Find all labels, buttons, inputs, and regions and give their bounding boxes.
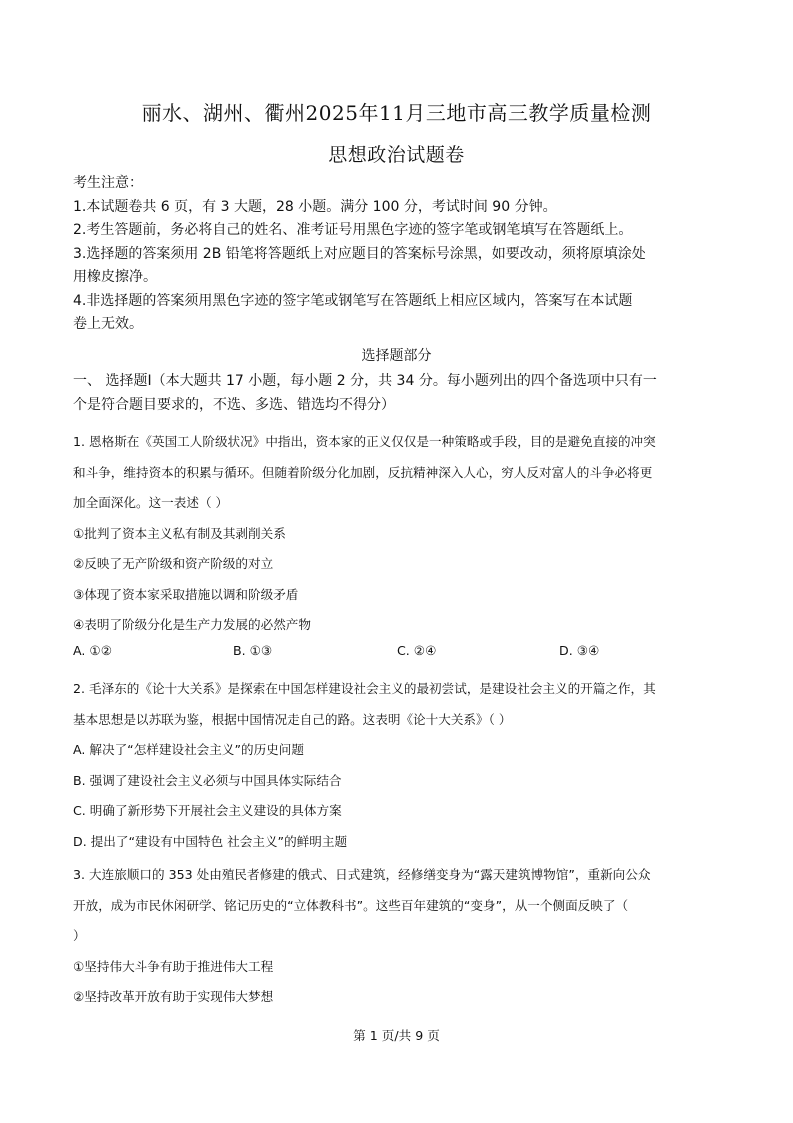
question-2	[73, 674, 733, 857]
section-description-line: 个是符合题目要求的，不选、多选、错选均不得分）	[73, 396, 395, 413]
question-2-option: C. 明确了新形势下开展社会主义建设的具体方案	[73, 803, 342, 818]
notice-block	[73, 172, 728, 337]
question-3-stem-line: 3. 大连旅顺口的 353 处由殖民者修建的俄式、日式建筑，经修缮变身为“露天建筑博物馆”，重新向公众	[73, 867, 651, 882]
option-a: A. ①②	[73, 643, 112, 658]
question-1-statement: ②反映了无产阶级和资产阶级的对立	[73, 556, 274, 571]
section-title: 选择题部分	[361, 348, 432, 364]
notice-line: 用橡皮擦净。	[73, 269, 157, 285]
notice-line: 3.选择题的答案须用 2B 铅笔将答题纸上对应题目的答案标号涂黑，如要改动，须将原填涂处	[73, 245, 646, 262]
question-1-options	[73, 643, 733, 665]
question-1-statement: ①批判了资本主义私有制及其剥削关系	[73, 525, 286, 541]
question-2-option: B. 强调了建设社会主义必须与中国具体实际结合	[73, 772, 342, 788]
exam-title: 丽水、湖州、衢州2025年11月三地市高三教学质量检测	[141, 101, 652, 125]
exam-subtitle: 思想政治试题卷	[328, 144, 465, 166]
question-1-stem-line: 加全面深化。这一表述（ ）	[73, 495, 229, 510]
option-d: D. ③④	[559, 643, 600, 658]
question-3-stem-line: 开放，成为市民休闲研学、铭记历史的“立体教科书”。这些百年建筑的“变身”，从一个侧面反映了（	[73, 897, 629, 913]
question-1-statement: ④表明了阶级分化是生产力发展的必然产物	[73, 617, 311, 632]
option-c: C. ②④	[397, 643, 437, 658]
notice-heading: 考生注意：	[73, 175, 143, 191]
question-2-option: D. 提出了“建设有中国特色 社会主义”的鲜明主题	[73, 833, 348, 849]
question-3-statement: ①坚持伟大斗争有助于推进伟大工程	[73, 958, 274, 974]
question-1	[73, 427, 733, 641]
notice-line: 1.本试题卷共 6 页，有 3 大题，28 小题。满分 100 分，考试时间 90 分钟。	[73, 198, 557, 215]
page-number: 第 1 页/共 9 页	[353, 1028, 440, 1043]
question-3-statement: ②坚持改革开放有助于实现伟大梦想	[73, 989, 274, 1004]
section-description-line: 一、 选择题Ⅰ（本大题共 17 小题，每小题 2 分，共 34 分。每小题列出的四个备选项中只有一	[73, 373, 657, 389]
section-description	[73, 370, 733, 417]
option-b: B. ①③	[233, 643, 273, 658]
question-3	[73, 860, 733, 1013]
notice-line: 卷上无效。	[73, 316, 143, 332]
question-1-stem-line: 1. 恩格斯在《英国工人阶级状况》中指出，资本家的正义仅仅是一种策略或手段，目的是避免直接的冲突	[73, 434, 656, 449]
question-2-stem-line: 基本思想是以苏联为鉴，根据中国情况走自己的路。这表明《论十大关系》（ ）	[73, 711, 512, 727]
notice-line: 4.非选择题的答案须用黑色字迹的签字笔或钢笔写在答题纸上相应区域内，答案写在本试题	[73, 292, 633, 309]
notice-line: 2.考生答题前，务必将自己的姓名、准考证号用黑色字迹的签字笔或钢笔填写在答题纸上。	[73, 222, 633, 238]
question-1-statement: ③体现了资本家采取措施以调和阶级矛盾	[73, 586, 299, 602]
question-1-stem-line: 和斗争，维持资本的积累与循环。但随着阶级分化加剧，反抗精神深入人心，穷人反对富人的斗争必将更	[73, 464, 653, 480]
question-2-option: A. 解决了“怎样建设社会主义”的历史问题	[73, 742, 304, 757]
question-3-stem-line: ）	[73, 928, 86, 943]
question-2-stem-line: 2. 毛泽东的《论十大关系》是探索在中国怎样建设社会主义的最初尝试，是建设社会主义的开篇之作，其	[73, 681, 656, 696]
